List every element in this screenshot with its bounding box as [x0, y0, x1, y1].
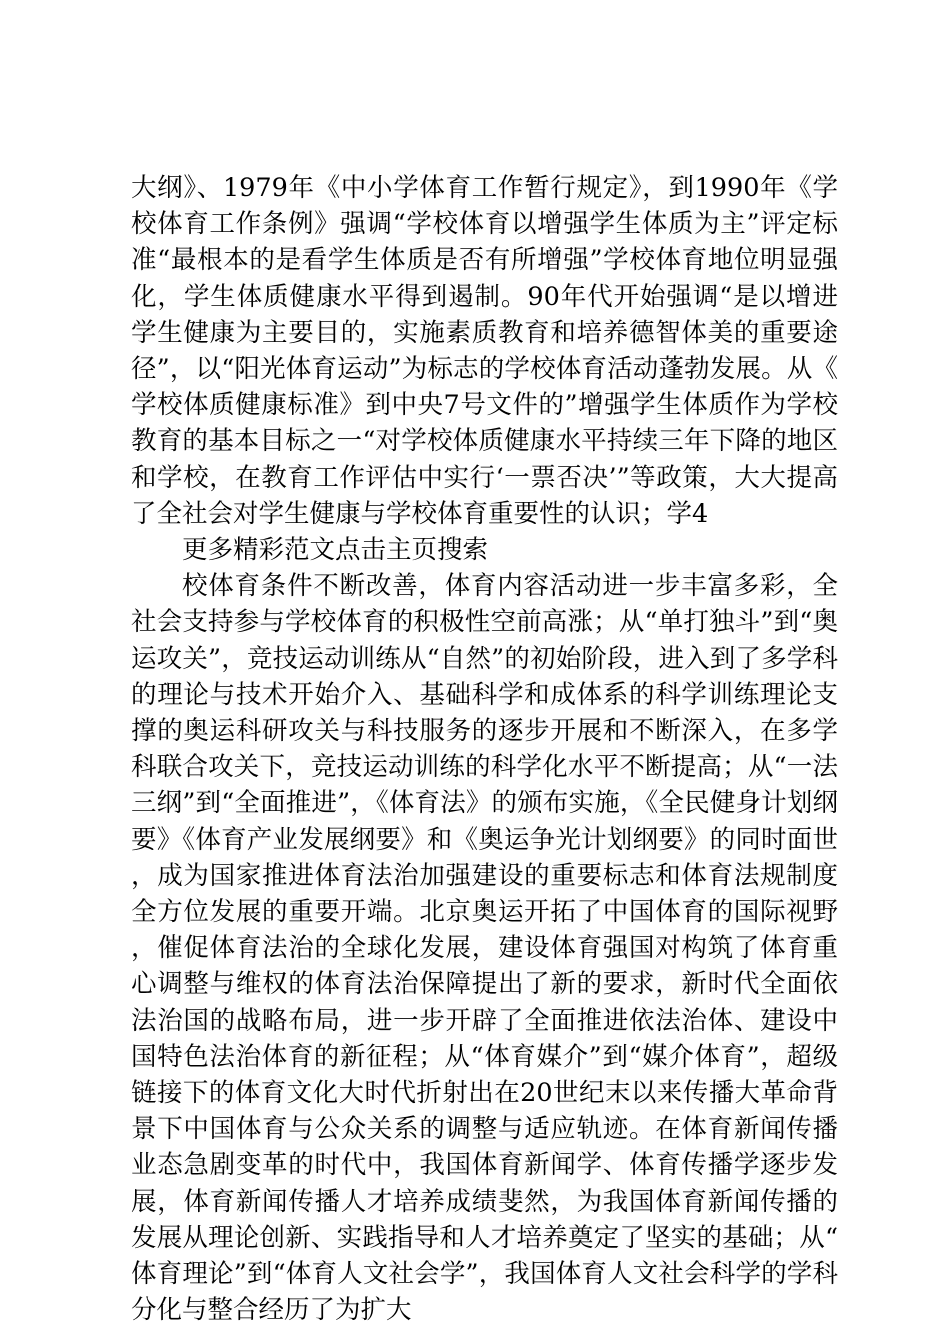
paragraph-history-of-school-pe: 大纲》、1979年《中小学体育工作暂行规定》，到1990年《学校体育工作条例》强调“学校体育以增强学生体质为主”评定标准“最根本的是看学生体质是否有所增强”学校体育地位明显强化，学生体质健康水平得到遏制。90年代开始强调“是以增进学生健康为主要目的，实施素质教育和培养德智体美的重要途径”，以“阳光体育运动”为标志的学校体育活动蓬勃发展。从《学校体质健康标准》到中央7号文件的”增强学生体质作为学校教育的基本目标之一“对学校体质健康水平持续三年下降的地区和学校，在教育工作评估中实行‘一票否决’”等政策，大大提高了全社会对学生健康与学校体育重要性的认识；学4 [131, 173, 838, 529]
document-body [131, 170, 838, 1329]
paragraph-sports-development: 校体育条件不断改善，体育内容活动进一步丰富多彩，全社会支持参与学校体育的积极性空前高涨；从“单打独斗”到“奥运攻关”，竞技运动训练从“自然”的初始阶段，进入到了多学科的理论与技术开始介入、基础科学和成体系的科学训练理论支撑的奥运科研攻关与科技服务的逐步开展和不断深入，在多学科联合攻关下，竞技运动训练的科学化水平不断提高；从“一法三纲”到“全面推进”，《体育法》的颁布实施，《全民健身计划纲要》《体育产业发展纲要》和《奥运争光计划纲要》的同时面世，成为国家推进体育法治加强建设的重要标志和体育法规制度全方位发展的重要开端。北京奥运开拓了中国体育的国际视野，催促体育法治的全球化发展，建设体育强国对构筑了体育重心调整与维权的体育法治保障提出了新的要求，新时代全面依法治国的战略布局，进一步开辟了全面推进依法治体、建设中国特色法治体育的新征程；从“体育媒介”到“媒介体育”，超级链接下的体育文化大时代折射出在20世纪末以来传播大革命背景下中国体育与公众关系的调整与适应轨迹。在体育新闻传播业态急剧变革的时代中，我国体育新闻学、体育传播学逐步发展，体育新闻传播人才培养成绩斐然，为我国体育新闻传播的发展从理论创新、实践指导和人才培养奠定了坚实的基础；从“体育理论”到“体育人文社会学”，我国体育人文社会科学的学科分化与整合经历了为扩大 [131, 571, 838, 1326]
paragraph-more-essays-notice: 更多精彩范文点击主页搜索 [182, 535, 489, 566]
